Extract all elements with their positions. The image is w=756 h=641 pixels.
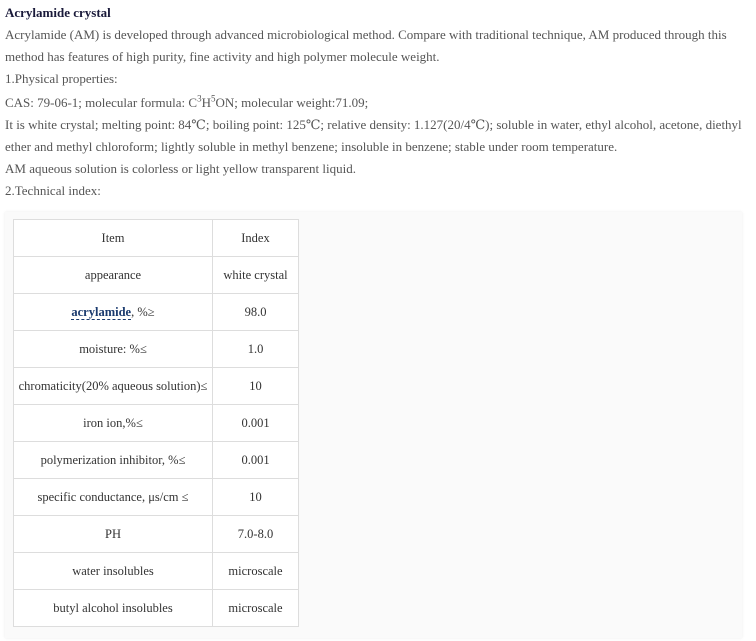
- row-index: 10: [213, 368, 299, 405]
- row-item: specific conductance, μs/cm ≤: [14, 479, 213, 516]
- intro-line-2: method has features of high purity, fine activity and high polymer molecule weight.: [5, 49, 440, 64]
- table-row: [14, 368, 299, 405]
- row-index: microscale: [213, 553, 299, 590]
- header-item: Item: [14, 220, 213, 257]
- section-technical-index: 2.Technical index:: [5, 183, 101, 198]
- row-item: water insolubles: [14, 553, 213, 590]
- row-item: [14, 294, 213, 331]
- table-row: [14, 590, 299, 627]
- row-item-rest: , %≥: [131, 304, 155, 319]
- row-item: appearance: [14, 257, 213, 294]
- section-physical-properties: 1.Physical properties:: [5, 71, 118, 86]
- formula-sup-5: 5: [210, 93, 216, 104]
- row-item: iron ion,%≤: [14, 405, 213, 442]
- description-line-1: It is white crystal; melting point: 84℃; boiling point: 125℃; relative density: 1.127(20/4℃); soluble in water, ethyl alcohol, acetone, diethyl: [5, 117, 742, 132]
- formula-sup-3: 3: [197, 93, 202, 104]
- table-header-row: [14, 220, 299, 257]
- table-row: [14, 257, 299, 294]
- row-index: 0.001: [213, 442, 299, 479]
- cas-prefix: CAS: 79-06-1; molecular formula: C: [5, 95, 198, 110]
- row-item: moisture: %≤: [14, 331, 213, 368]
- technical-index-table: [13, 219, 299, 627]
- row-index: 1.0: [213, 331, 299, 368]
- description-line-2: ether and methyl chloroform; lightly soluble in methyl benzene; insoluble in benzene; stable under room temperature.: [5, 139, 618, 154]
- row-index: microscale: [213, 590, 299, 627]
- intro-line-1: Acrylamide (AM) is developed through advanced microbiological method. Compare with traditional technique, AM produced through this: [5, 27, 727, 42]
- article: [5, 0, 751, 202]
- table-row: [14, 479, 299, 516]
- row-item: chromaticity(20% aqueous solution)≤: [14, 368, 213, 405]
- row-item: PH: [14, 516, 213, 553]
- table-row: [14, 442, 299, 479]
- row-item: polymerization inhibitor, %≤: [14, 442, 213, 479]
- solution-line: AM aqueous solution is colorless or light yellow transparent liquid.: [5, 161, 356, 176]
- page-title: Acrylamide crystal: [5, 5, 111, 20]
- formula-h: H: [201, 95, 211, 110]
- row-index: white crystal: [213, 257, 299, 294]
- row-index: 98.0: [213, 294, 299, 331]
- header-index: Index: [213, 220, 299, 257]
- row-index: 0.001: [213, 405, 299, 442]
- table-container: [5, 212, 742, 638]
- row-index: 10: [213, 479, 299, 516]
- acrylamide-link[interactable]: acrylamide: [71, 304, 132, 319]
- cas-line: [5, 92, 751, 114]
- table-row: [14, 294, 299, 331]
- table-row: [14, 405, 299, 442]
- table-row: [14, 331, 299, 368]
- cas-suffix: ON; molecular weight:71.09;: [215, 95, 369, 110]
- table-row: [14, 516, 299, 553]
- row-index: 7.0-8.0: [213, 516, 299, 553]
- row-item: butyl alcohol insolubles: [14, 590, 213, 627]
- table-row: [14, 553, 299, 590]
